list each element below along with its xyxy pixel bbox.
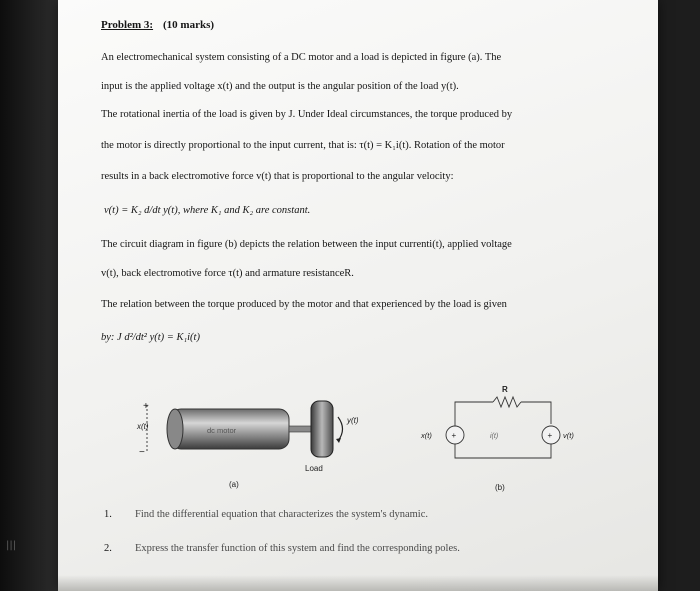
fig-b-current-label: i(t) [490, 433, 499, 440]
page-bottom-shadow [58, 575, 658, 591]
text-line-1: An electromechanical system consisting of a DC motor and a load is depicted in figure (a). The [101, 52, 502, 63]
text-line-6: The circuit diagram in figure (b) depicts the relation between the input currenti(t), applied voltage [101, 239, 512, 250]
text-line-2: input is the applied voltage x(t) and the output is the angular position of the load y(t). [101, 81, 459, 92]
fig-a-input-label: x(t) [137, 422, 149, 431]
text-line-8: The relation between the torque produced by the motor and that experienced by the load is given [101, 299, 507, 310]
text-line-7: v(t), back electromotive force τ(t) and armature resistanceR. [101, 268, 354, 279]
equation-torque: by: J d²/dt² y(t) = K₁i(t) [101, 332, 200, 343]
load-label: Load [305, 464, 323, 473]
background-edge [0, 0, 58, 591]
resistor-icon [493, 397, 521, 407]
problem-marks: (10 marks) [163, 19, 215, 31]
rotation-arrow-icon [338, 417, 343, 441]
fig-a-output-label: y(t) [347, 416, 359, 425]
text-line-4: the motor is directly proportional to the input current, that is: τ(t) = K₁i(t). Rotation of the motor [101, 140, 505, 151]
text-line-5: results in a back electromotive force v(t) that is proportional to the angular velocity: [101, 171, 454, 182]
question-2-text: Express the transfer function of this system and find the corresponding poles. [135, 543, 460, 554]
fig-b-input-label: x(t) [421, 431, 432, 440]
fig-a-plus: + [143, 401, 149, 412]
svg-text:+: + [547, 431, 553, 440]
edge-mark: ||| [6, 540, 17, 551]
problem-title: Problem 3: [101, 19, 154, 31]
equation-back-emf: v(t) = K₂ d/dt y(t), where K₁ and K₂ are constant. [104, 205, 311, 216]
question-1-number: 1. [104, 509, 112, 520]
dc-motor-label: dc motor [207, 426, 237, 435]
figure-b-caption: (b) [495, 483, 505, 492]
question-1-text: Find the differential equation that characterizes the system's dynamic. [135, 509, 428, 520]
resistor-label: R [502, 385, 508, 394]
figure-b-circuit [415, 380, 575, 495]
text-line-3: The rotational inertia of the load is given by J. Under Ideal circumstances, the torque produced by [101, 109, 513, 120]
load-disk [311, 401, 333, 457]
fig-a-minus: − [139, 447, 145, 458]
figure-a-caption: (a) [229, 480, 239, 489]
question-2-number: 2. [104, 543, 112, 554]
fig-b-emf-label: v(t) [563, 431, 574, 440]
figure-a-motor-load [135, 395, 380, 495]
svg-text:+: + [451, 431, 457, 440]
